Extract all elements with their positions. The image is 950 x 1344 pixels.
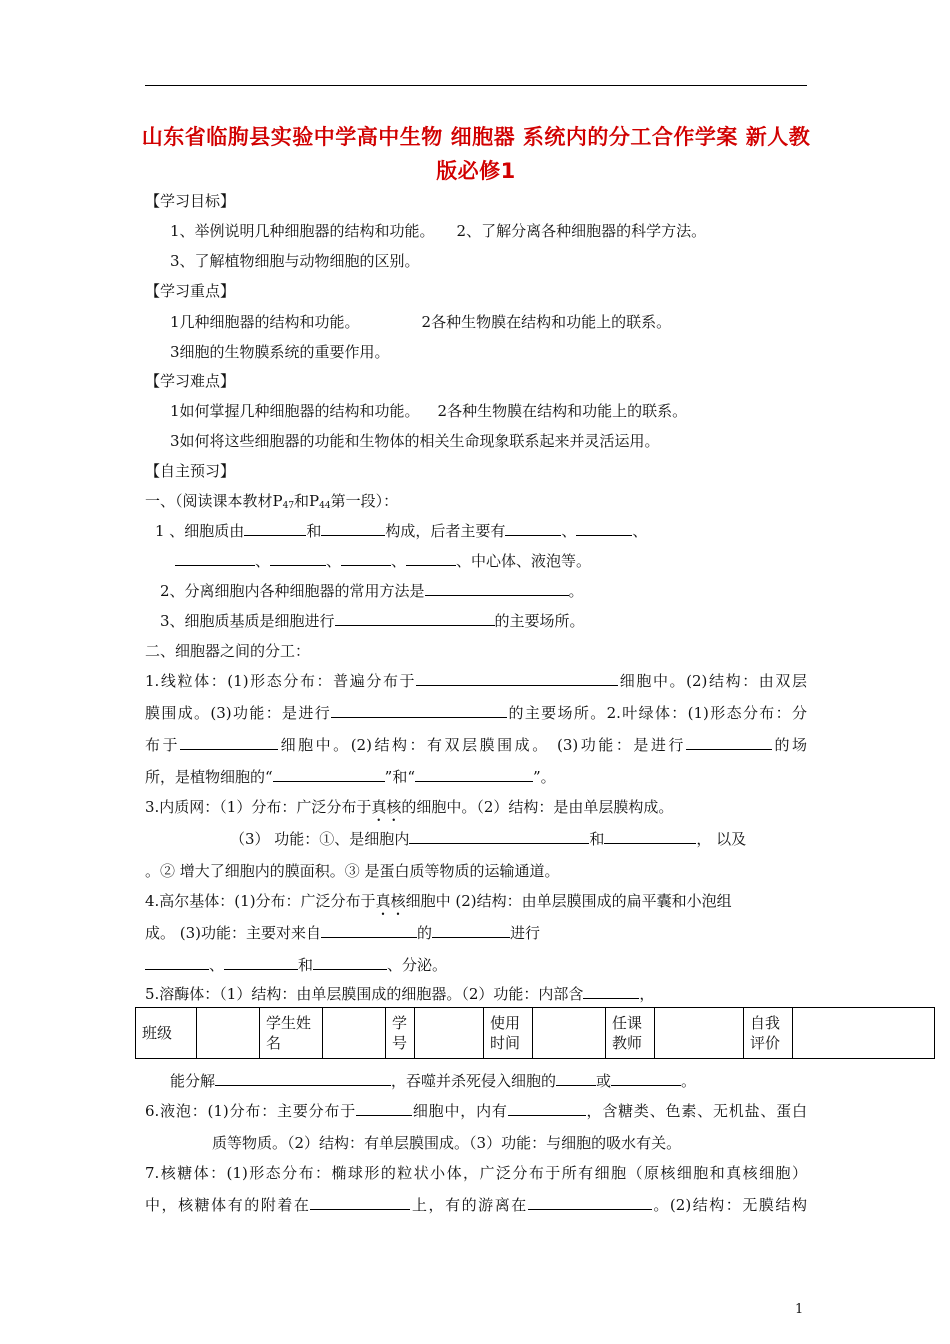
preview-heading: 【自主预习】 (145, 462, 236, 480)
header-rule (145, 85, 807, 86)
answer-blank[interactable] (215, 1071, 391, 1086)
answer-blank[interactable] (604, 829, 696, 844)
answer-blank[interactable] (175, 551, 255, 566)
answer-blank[interactable] (508, 1101, 586, 1116)
answer-blank[interactable] (321, 923, 417, 938)
objectives-line-2: 3、了解植物细胞与动物细胞的区别。 (170, 252, 420, 270)
student-name-field[interactable] (323, 1008, 386, 1059)
answer-blank[interactable] (145, 955, 209, 970)
answer-blank[interactable] (313, 955, 387, 970)
class-field[interactable] (197, 1008, 260, 1059)
golgi-line-2: 成。 (3)功能：主要对来自 的 进行 (145, 924, 541, 942)
student-no-field[interactable] (415, 1008, 484, 1059)
golgi-line-3: 、 和 、分泌。 (145, 954, 807, 976)
division-heading: 二、细胞器之间的分工： (145, 642, 311, 660)
self-eval-label: 自我评价 (744, 1008, 793, 1059)
preview-q1: 1 、细胞质由 和 构成，后者主要有 、 、 (155, 522, 648, 540)
answer-blank[interactable] (505, 521, 561, 536)
answer-blank[interactable] (180, 735, 278, 750)
answer-blank[interactable] (273, 767, 385, 782)
answer-blank[interactable] (611, 1071, 681, 1086)
er-line-2: （3） 功能：①、是细胞内 和 ， 以及 (230, 830, 747, 848)
difficulties-line-2: 3如何将这些细胞器的功能和生物体的相关生命现象联系起来并灵活运用。 (170, 432, 660, 450)
answer-blank[interactable] (335, 611, 495, 626)
answer-blank[interactable] (406, 551, 456, 566)
chloroplast-line-2: 所，是植物细胞的“ ”和“ ”。 (145, 768, 556, 786)
answer-blank[interactable] (686, 735, 772, 750)
chloroplast-line-1: 布于 细胞中。(2)结构：有双层膜围成。 (3)功能：是进行 的场 (145, 736, 807, 754)
keypoints-line-2: 3细胞的生物膜系统的重要作用。 (170, 343, 390, 361)
mitochondria-line-1: 1.线粒体：(1)形态分布：普遍分布于 细胞中。(2)结构：由双层 (145, 672, 807, 690)
ribosome-line-2: 中，核糖体有的附着在 上，有的游离在 。(2)结构：无膜结构 (145, 1196, 807, 1214)
er-line-1: 3.内质网：（1）分布：广泛分布于真核的细胞中。（2）结构：是由单层膜构成。 (145, 798, 674, 816)
answer-blank[interactable] (270, 551, 326, 566)
er-line-3: 。② 增大了细胞内的膜面积。③ 是蛋白质等物质的运输通道。 (145, 862, 560, 880)
class-label: 班级 (136, 1008, 197, 1059)
student-info-table (135, 1007, 935, 1059)
student-name-label: 学生姓名 (260, 1008, 323, 1059)
time-used-label: 使用时间 (484, 1008, 533, 1059)
answer-blank[interactable] (583, 984, 639, 999)
answer-blank[interactable] (310, 1195, 410, 1210)
answer-blank[interactable] (425, 581, 569, 596)
objectives-line-1: 1、举例说明几种细胞器的结构和功能。 2、了解分离各种细胞器的科学方法。 (170, 222, 707, 240)
mitochondria-line-2: 膜围成。(3)功能：是进行 的主要场所。2.叶绿体：(1)形态分布：分 (145, 704, 808, 722)
answer-blank[interactable] (224, 955, 298, 970)
preview-q2: 2、分离细胞内各种细胞器的常用方法是 。 (160, 582, 584, 600)
answer-blank[interactable] (416, 671, 618, 686)
answer-blank[interactable] (415, 767, 533, 782)
lysosome-line-2: 能分解 ，吞噬并杀死侵入细胞的 或 。 (170, 1072, 697, 1090)
ribosome-line-1: 7.核糖体：(1)形态分布：椭球形的粒状小体，广泛分布于所有细胞（原核细胞和真核细胞） (145, 1164, 807, 1182)
answer-blank[interactable] (331, 703, 507, 718)
time-used-field[interactable] (533, 1008, 606, 1059)
keypoints-heading: 【学习重点】 (145, 282, 236, 300)
answer-blank[interactable] (409, 829, 589, 844)
vacuole-line-2: 质等物质。（2）结构：有单层膜围成。（3）功能：与细胞的吸水有关。 (212, 1134, 682, 1152)
vacuole-line-1: 6.液泡：(1)分布：主要分布于 细胞中，内有 ，含糖类、色素、无机盐、蛋白 (145, 1102, 807, 1120)
answer-blank[interactable] (528, 1195, 652, 1210)
keypoints-line-1: 1几种细胞器的结构和功能。 2各种生物膜在结构和功能上的联系。 (170, 313, 672, 331)
answer-blank[interactable] (576, 521, 632, 536)
difficulties-heading: 【学习难点】 (145, 372, 236, 390)
difficulties-line-1: 1如何掌握几种细胞器的结构和功能。 2各种生物膜在结构和功能上的联系。 (170, 402, 688, 420)
objectives-heading: 【学习目标】 (145, 192, 236, 210)
answer-blank[interactable] (556, 1071, 596, 1086)
answer-blank[interactable] (321, 521, 385, 536)
teacher-field[interactable] (655, 1008, 744, 1059)
teacher-label: 任课教师 (606, 1008, 655, 1059)
preview-section-1: 一、（阅读课本教材$P_{47}$和$P_{44}$第一段）： (145, 492, 399, 511)
page-number: 1 (795, 1302, 804, 1317)
lysosome-line-1: 5.溶酶体：（1）结构：由单层膜围成的细胞器。（2）功能：内部含 ， (145, 985, 655, 1003)
student-no-label: 学号 (386, 1008, 415, 1059)
answer-blank[interactable] (244, 521, 306, 536)
answer-blank[interactable] (432, 923, 510, 938)
golgi-line-1: 4.高尔基体：(1)分布：广泛分布于真核细胞中 (2)结构：由单层膜围成的扁平囊和小泡组 (145, 892, 732, 910)
answer-blank[interactable] (341, 551, 391, 566)
document-title: 山东省临朐县实验中学高中生物 细胞器 系统内的分工合作学案 新人教版必修1 (141, 125, 811, 183)
preview-q3: 3、细胞质基质是细胞进行 的主要场所。 (160, 612, 585, 630)
answer-blank[interactable] (356, 1101, 412, 1116)
preview-q1-cont: 、 、 、 、中心体、液泡等。 (175, 550, 837, 572)
self-eval-field[interactable] (793, 1008, 935, 1059)
